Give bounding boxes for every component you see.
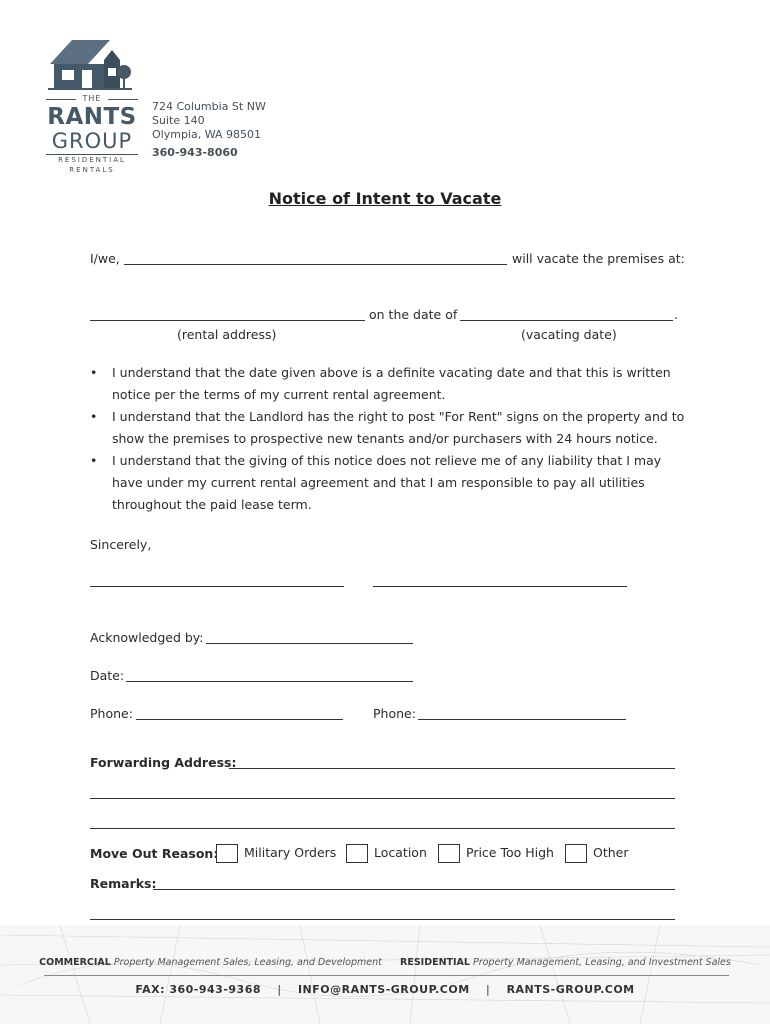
- footer-residential-desc: Property Management, Leasing, and Investment Sales: [472, 957, 731, 968]
- intro-prefix: I/we,: [90, 251, 120, 266]
- phone-field-1[interactable]: [136, 719, 343, 720]
- footer-commercial: COMMERCIAL: [39, 957, 111, 968]
- logo-rentals: RENTALS: [69, 166, 115, 174]
- reason-option-label: Other: [593, 845, 629, 860]
- address-city: Olympia, WA 98501: [152, 128, 262, 141]
- forwarding-address-label: Forwarding Address:: [90, 755, 237, 770]
- footer-website-link[interactable]: RANTS-GROUP.COM: [506, 983, 635, 996]
- footer-fax: FAX: 360-943-9368: [135, 983, 262, 996]
- reason-option-label: Price Too High: [466, 845, 554, 860]
- checkbox-military-orders[interactable]: [216, 844, 238, 863]
- footer-contact: [0, 983, 770, 996]
- acknowledged-by-label: Acknowledged by:: [90, 630, 204, 645]
- forwarding-address-field-3[interactable]: [90, 828, 675, 829]
- reason-option-other[interactable]: [565, 844, 629, 863]
- terms-list: [90, 362, 690, 516]
- page-footer: [0, 925, 770, 1024]
- bullet-icon: •: [90, 409, 98, 424]
- forwarding-address-field-2[interactable]: [90, 798, 675, 799]
- terms-item-text: I understand that the Landlord has the right to post "For Rent" signs on the property and to show the premises to prospective new tenants and/or purchasers with 24 hours notice.: [112, 409, 685, 446]
- logo-the: THE: [44, 94, 140, 103]
- tenant-names-field[interactable]: [124, 264, 507, 265]
- logo-residential: RESIDENTIAL: [58, 156, 126, 164]
- terms-item: [90, 450, 690, 516]
- closing-text: Sincerely,: [90, 537, 152, 552]
- date-label: Date:: [90, 668, 125, 683]
- footer-commercial-desc: Property Management Sales, Leasing, and Development: [113, 957, 382, 968]
- reason-option-military[interactable]: [216, 844, 336, 863]
- move-out-reason-label: Move Out Reason:: [90, 846, 219, 861]
- footer-email-link[interactable]: INFO@RANTS-GROUP.COM: [297, 983, 470, 996]
- reason-option-location[interactable]: [346, 844, 427, 863]
- house-icon: [44, 38, 140, 94]
- terms-item-text: I understand that the date given above is a definite vacating date and that this is written notice per the terms of my current rental agreement.: [112, 365, 671, 402]
- footer-separator: |: [277, 983, 282, 996]
- remarks-field-2[interactable]: [90, 919, 675, 920]
- footer-separator: |: [486, 983, 491, 996]
- footer-divider: [44, 975, 729, 976]
- reason-option-label: Location: [374, 845, 427, 860]
- page-title: Notice of Intent to Vacate: [268, 189, 502, 208]
- acknowledged-by-field[interactable]: [206, 643, 413, 644]
- phone-label-1: Phone:: [90, 706, 133, 721]
- reason-option-label: Military Orders: [244, 845, 337, 860]
- logo-group: GROUP: [51, 129, 133, 153]
- bullet-icon: •: [90, 365, 98, 380]
- checkbox-location[interactable]: [346, 844, 368, 863]
- remarks-label: Remarks:: [90, 876, 157, 891]
- tenant-signature-field-1[interactable]: [90, 586, 344, 587]
- bullet-icon: •: [90, 453, 98, 468]
- remarks-field-1[interactable]: [153, 889, 675, 890]
- vacating-date-caption: (vacating date): [521, 327, 617, 342]
- vacating-date-field[interactable]: [460, 320, 673, 321]
- checkbox-price-too-high[interactable]: [438, 844, 460, 863]
- phone-field-2[interactable]: [418, 719, 626, 720]
- tenant-signature-field-2[interactable]: [373, 586, 627, 587]
- logo-divider: [46, 154, 138, 155]
- address-street: 724 Columbia St NW: [152, 100, 266, 113]
- company-logo: [44, 38, 140, 178]
- reason-option-price[interactable]: [438, 844, 554, 863]
- on-the-date-label: on the date of: [369, 307, 458, 322]
- rental-address-caption: (rental address): [177, 327, 277, 342]
- phone-label-2: Phone:: [373, 706, 416, 721]
- date-period: .: [674, 307, 678, 322]
- terms-item-text: I understand that the giving of this notice does not relieve me of any liability that I may have under my current rental agreement and that I am responsible to pay all utilities throughout the paid lease term.: [112, 453, 662, 512]
- checkbox-other[interactable]: [565, 844, 587, 863]
- address-phone: 360-943-8060: [152, 146, 238, 159]
- intro-suffix: will vacate the premises at:: [512, 251, 685, 266]
- address-suite: Suite 140: [152, 114, 205, 127]
- terms-item: [90, 406, 690, 450]
- date-field[interactable]: [126, 681, 413, 682]
- footer-services: [0, 957, 770, 968]
- logo-rants: RANTS: [47, 104, 137, 130]
- rental-address-field[interactable]: [90, 320, 365, 321]
- terms-item: [90, 362, 690, 406]
- forwarding-address-field-1[interactable]: [229, 768, 675, 769]
- footer-residential: RESIDENTIAL: [400, 957, 470, 968]
- company-address: [152, 100, 266, 160]
